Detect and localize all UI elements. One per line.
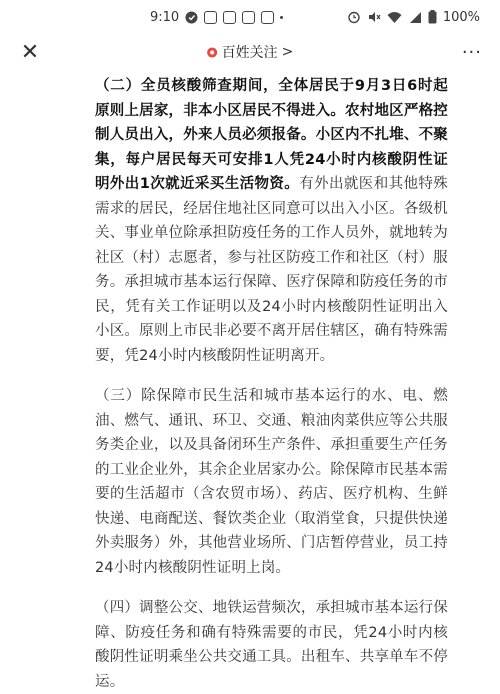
notification-icon — [204, 11, 217, 24]
article-paragraph-4 — [95, 596, 448, 694]
account-title-button[interactable] — [207, 42, 294, 62]
mute-icon — [367, 10, 381, 24]
status-time: 9:10 — [150, 9, 180, 25]
notification-app-icon — [185, 11, 198, 24]
alarm-icon — [347, 10, 361, 24]
paragraph-3-text: （三）除保障市民生活和城市基本运行的水、电、燃油、燃气、通讯、环卫、交通、粮油肉菜供应等公共服务类企业，以及具备闭环生产条件、承担重要生产任务的工业企业外，其余企业居家办公。除保障市民基本需要的生活超市（含农贸市场）、药店、医疗机构、生鲜快递、电商配送、餐饮类企业（取消堂食，只提供快递外卖服务）外，其他营业场所、门店暂停营业，员工持24小时内核酸阴性证明上岗。 — [95, 388, 448, 576]
page-title: 百姓关注 — [221, 45, 278, 61]
paragraph-4-text: （四）调整公交、地铁运营频次，承担城市基本运行保障、防疫任务和确有特殊需要的市民，凭24小时内核酸阴性证明乘坐公共交通工具。出租车、共享单车不停运。 — [95, 600, 448, 690]
battery-icon — [428, 10, 437, 24]
close-icon[interactable]: ✕ — [20, 39, 40, 65]
more-notifications-icon — [280, 16, 283, 19]
signal-icon — [408, 11, 422, 24]
notification-icon — [223, 11, 236, 24]
account-logo-icon — [207, 47, 218, 58]
notification-icon — [261, 11, 274, 24]
status-left — [150, 10, 283, 25]
chevron-right-icon: > — [281, 44, 294, 60]
paragraph-2-text: 有外出就医和其他特殊需求的居民，经居住地社区同意可以出入小区。各级机关、事业单位除承担防疫任务的工作人员外，就地转为社区（村）志愿者，参与社区防疫工作和社区（村）服务。承担城市基本运行保障、医疗保障和防疫任务的市民，凭有关工作证明以及24小时内核酸阴性证明出入小区。原则上市民非必要不离开居住辖区，确有特殊需要，凭24小时内核酸阴性证明离开。 — [95, 176, 449, 364]
status-bar — [0, 0, 500, 34]
more-options-icon[interactable]: ··· — [461, 41, 482, 63]
notification-icon — [242, 11, 255, 24]
article-content — [0, 70, 500, 694]
battery-level: 100% — [442, 9, 480, 25]
paragraph-2-bold-text: （二）全员核酸筛查期间，全体居民于9月3日6时起原则上居家，非本小区居民不得进入。农村地区严格控制人员出入，外来人员必须报备。小区内不扎堆、不聚集，每户居民每天可安排1人凭24小时内核酸阴性证明外出1次就近采买生活物资。 — [95, 78, 448, 192]
wifi-icon — [387, 11, 402, 24]
nav-bar — [0, 34, 500, 70]
article-paragraph-2 — [95, 74, 448, 368]
status-right — [347, 10, 480, 25]
article-paragraph-3 — [95, 384, 448, 580]
